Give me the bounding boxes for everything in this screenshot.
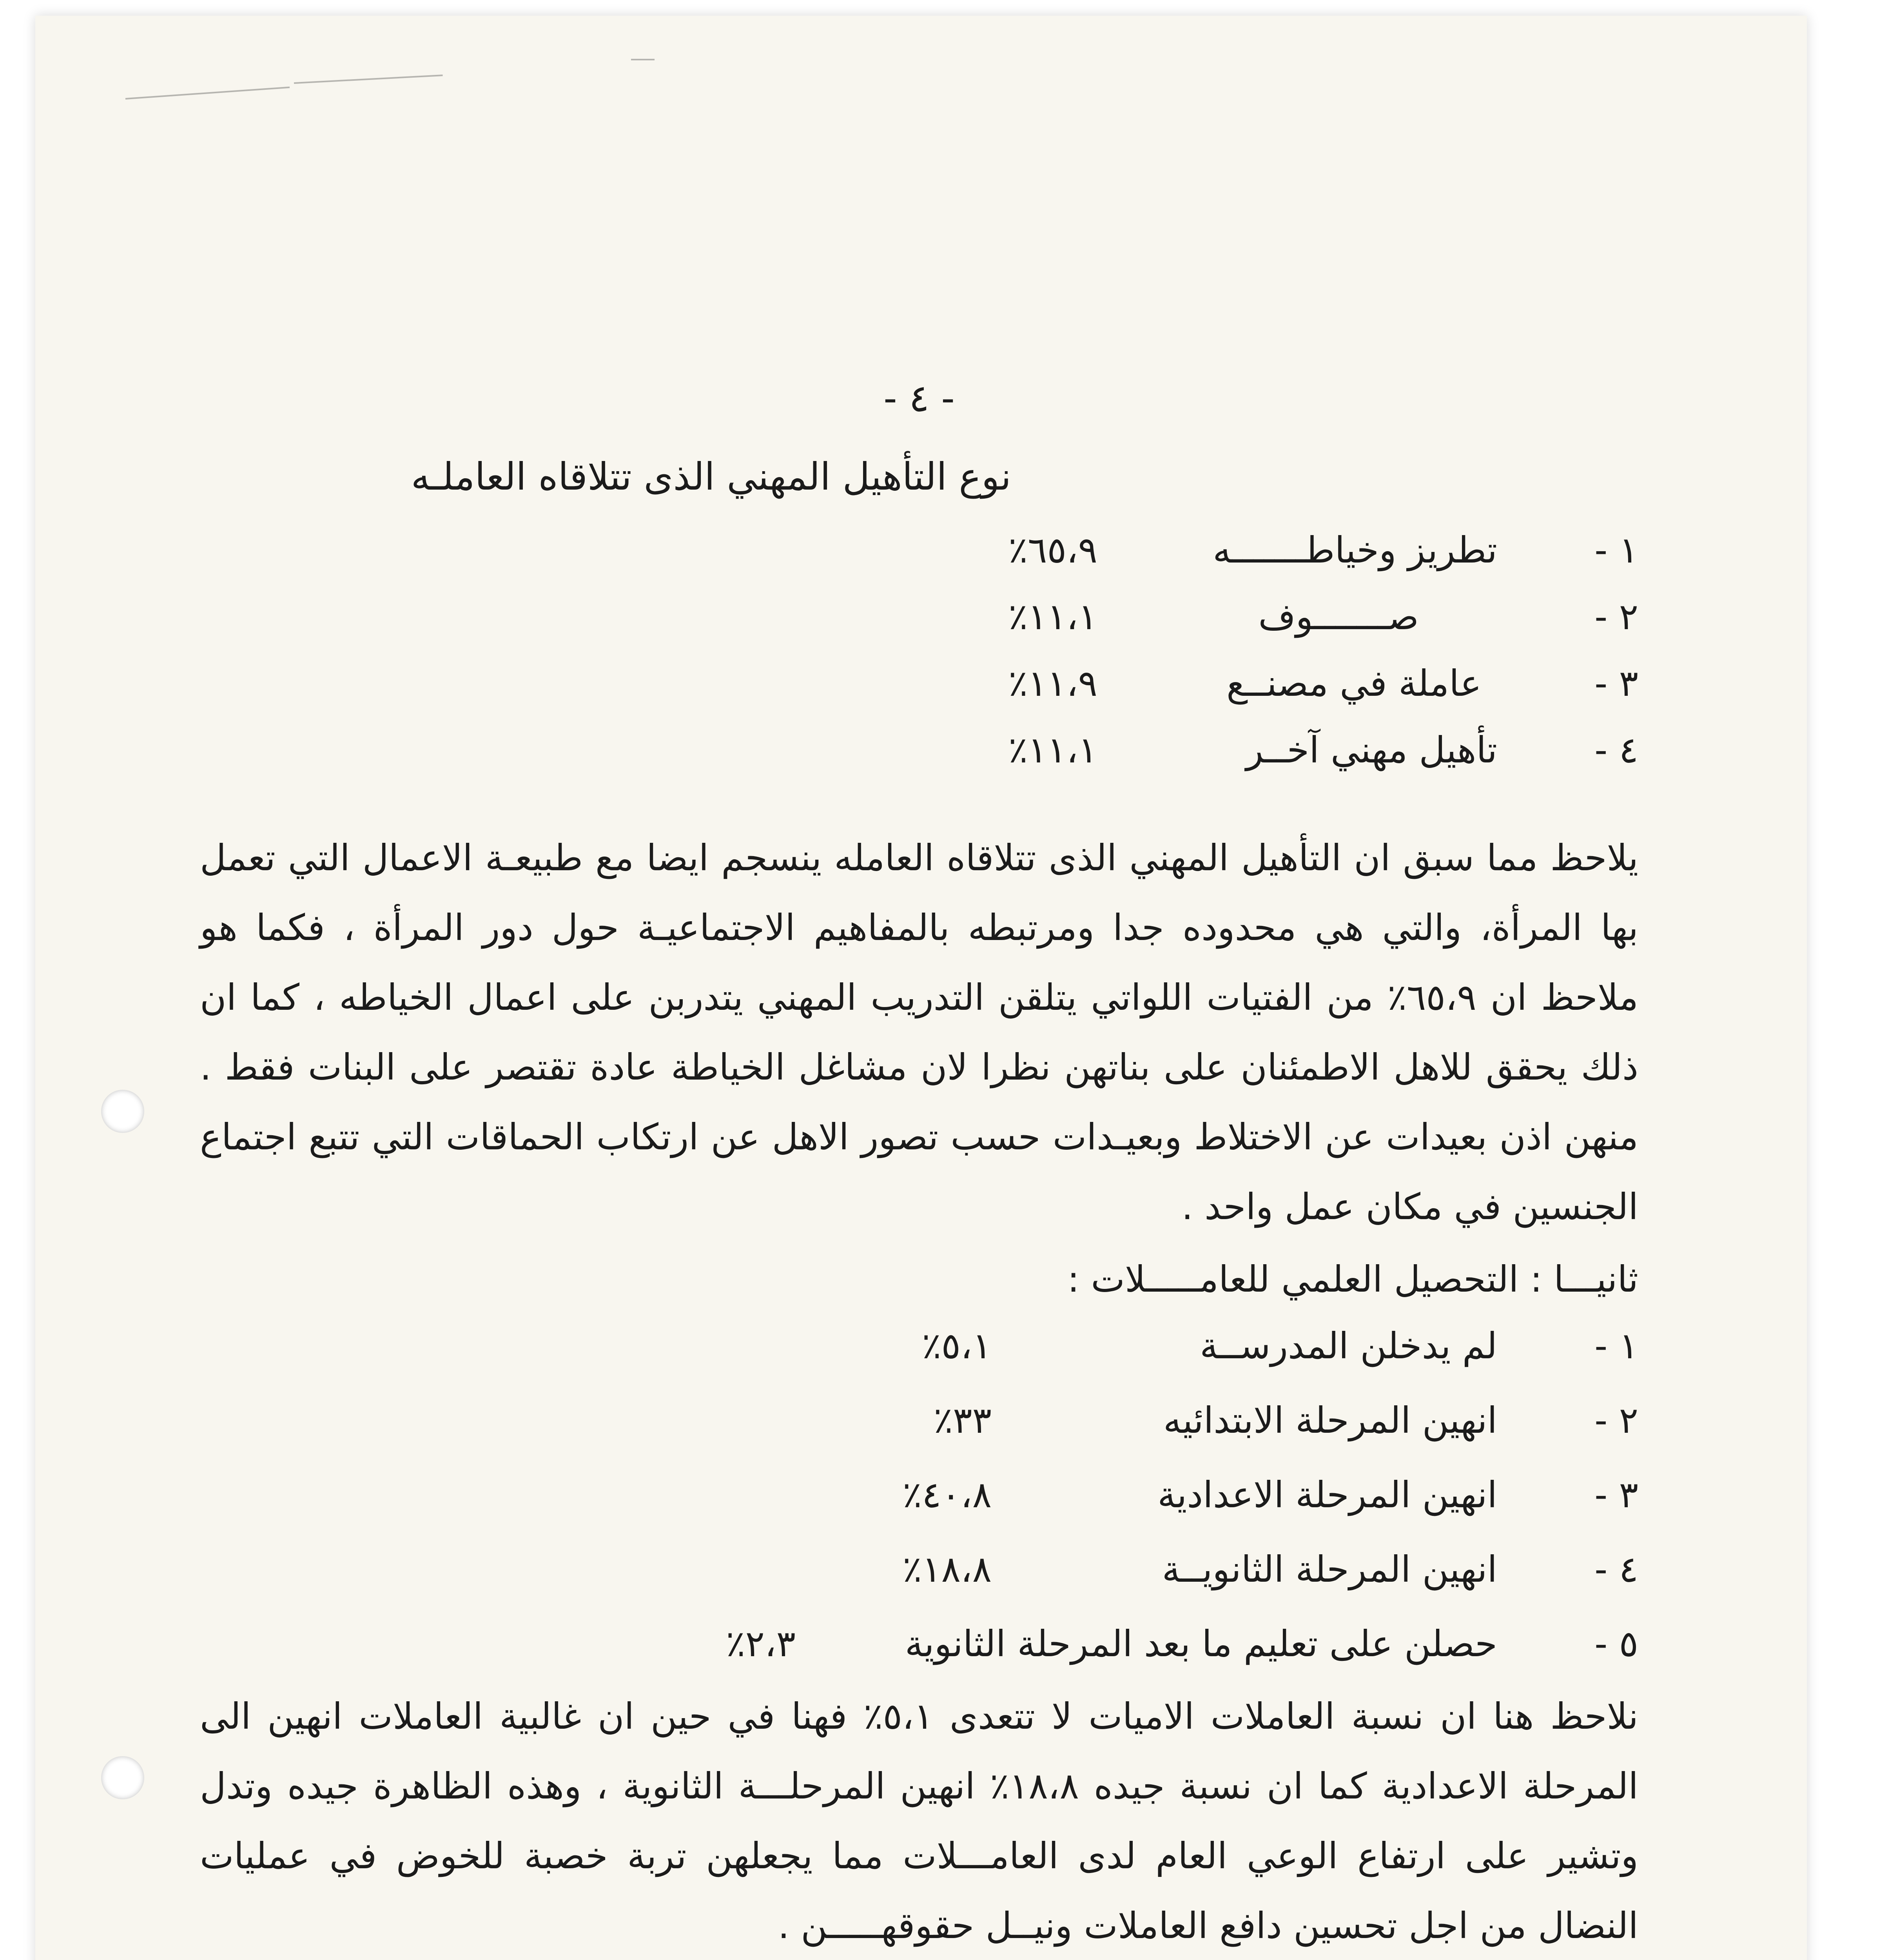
item-number: ٤ - — [1594, 1548, 1638, 1590]
list-item — [200, 1399, 1638, 1458]
item-number: ١ - — [1594, 1325, 1638, 1367]
item-value: ١١،١٪ — [1008, 596, 1097, 638]
item-number: ٣ - — [1594, 662, 1638, 704]
item-label: تأهيل مهني آخــر — [1246, 729, 1497, 771]
list-item — [200, 729, 1638, 788]
paragraph: يلاحظ مما سبق ان التأهيل المهني الذى تتلاقاه العامله ينسجم ايضا مع طبيعـة الاعمال التي تعمل بها المرأة، والتي هي محدوده جدا ومرتبطه بالمفاهيم الاجتماعيـة حول دور المرأة ، فكما هو ملاحظ ان ٦٥،٩٪ من الفتيات اللواتي يتلقن التدريب المهني يتدربن على اعمال الخياطه ، كما ان ذلك يحقق للاهل الاطمئنان على بناتهن نظرا لان مشاغل الخياطة عادة تقتصر على البنات فقط . منهن اذن بعيدات عن الاختلاط وبعيـدات حسب تصور الاهل عن ارتكاب الحماقات التي تتبع اجتماع الجنسين في مكان عمل واحد . — [200, 837, 1639, 1228]
item-number: ٥ - — [1594, 1623, 1638, 1665]
item-label: حصلن على تعليم ما بعد المرحلة الثانوية — [905, 1623, 1497, 1665]
item-label: انهين المرحلة الاعدادية — [1157, 1474, 1497, 1516]
paragraph: نلاحظ هنا ان نسبة العاملات الاميات لا تتعدى ٥،١٪ فهنا في حين ان غالبية العاملات انهين الى المرحلة الاعدادية كما ان نسبة جيده ١٨،٨٪ انهين المرحلـــة الثانوية ، وهذه الظاهرة جيده وتدل وتشير على ارتفاع الوعي العام لدى العامـــلات مما يجعلهن تربة خصبة للخوض في عمليات النضال من اجل تحسين دافع العاملات ونيــل حقوقهـــــن . — [200, 1695, 1638, 1947]
item-number: ٢ - — [1594, 596, 1638, 638]
item-value: ٥،١٪ — [922, 1325, 992, 1367]
item-value: ١١،١٪ — [1008, 729, 1097, 771]
item-number: ٢ - — [1594, 1399, 1638, 1441]
item-label: عاملة في مصنــع — [1226, 662, 1482, 704]
list-item — [200, 1623, 1638, 1682]
item-label: انهين المرحلة الابتدائيه — [1163, 1399, 1497, 1441]
list-item — [200, 662, 1638, 721]
punch-hole — [101, 1090, 144, 1133]
section-title: نوع التأهيل المهني الذى تتلاقاه العاملـه — [411, 455, 1011, 499]
document-page — [35, 16, 1807, 1960]
item-value: ١٨،٨٪ — [902, 1548, 992, 1590]
item-value: ٤٠،٨٪ — [902, 1474, 992, 1516]
item-label: صـــــــوف — [1258, 596, 1419, 638]
item-number: ١ - — [1594, 529, 1638, 571]
item-value: ٦٥،٩٪ — [1008, 529, 1097, 571]
punch-hole — [101, 1756, 144, 1799]
list-item — [200, 1474, 1638, 1533]
item-value: ٢،٣٪ — [726, 1623, 796, 1665]
item-value: ١١،٩٪ — [1008, 662, 1097, 704]
list-item — [200, 529, 1638, 588]
page-number: - ٤ - — [883, 376, 955, 420]
item-label: تطريز وخياطـــــــه — [1213, 529, 1497, 571]
item-number: ٣ - — [1594, 1474, 1638, 1516]
page-content — [200, 16, 1638, 1960]
item-label: انهين المرحلة الثانويــة — [1162, 1548, 1497, 1590]
item-label: لم يدخلن المدرســة — [1200, 1325, 1497, 1367]
section-heading: ثانيـــا : التحصيل العلمي للعامـــــلات : — [1067, 1258, 1638, 1300]
list-item — [200, 1325, 1638, 1384]
list-item — [200, 1548, 1638, 1607]
list-item — [200, 596, 1638, 655]
item-number: ٤ - — [1594, 729, 1638, 771]
item-value: ٣٣٪ — [933, 1399, 992, 1441]
